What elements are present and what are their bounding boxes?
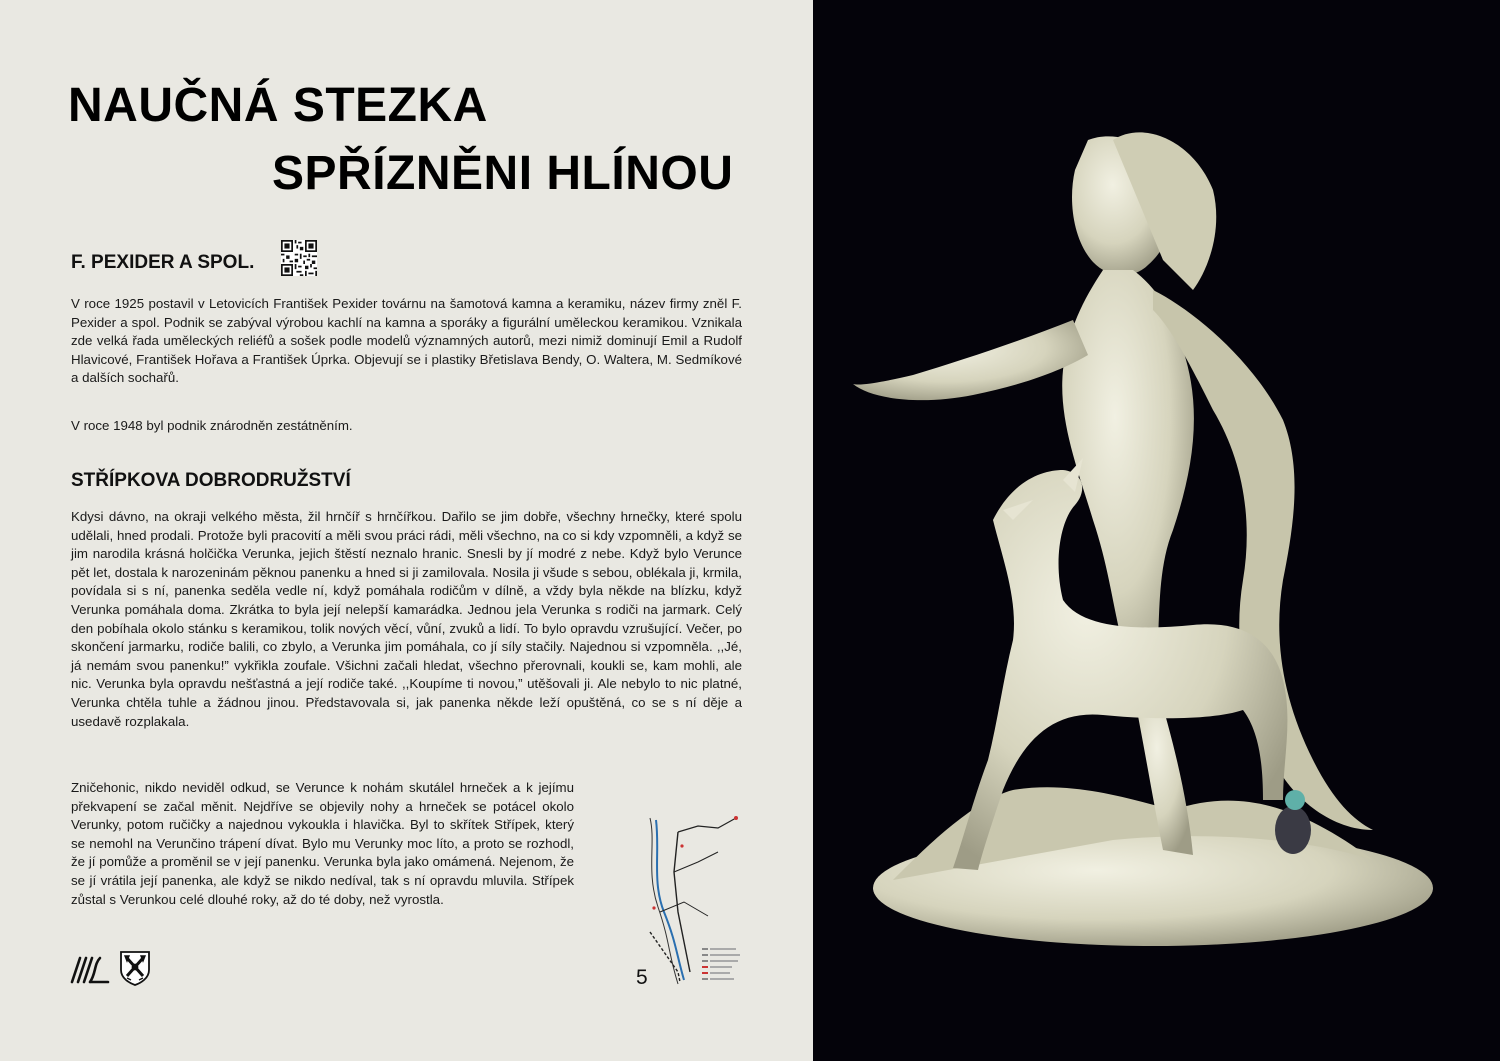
section-heading-pexider: F. PEXIDER A SPOL. xyxy=(71,252,255,273)
photo-panel xyxy=(813,0,1500,1061)
stripek-paragraph-1: Kdysi dávno, na okraji velkého města, žil hrnčíř s hrnčířkou. Dařilo se jim dobře, všechny hrnečky, které spolu udělali, hned prodali. Protože byli pracovití a měli svou práci rádi, měli všechno, na co si kdy vzpomněli, a když se jim narodila krásná holčička Verunka, jejich štěstí neznalo hranic. Snesli by jí modré z nebe. Když bylo Verunce pět let, dostala k narozeninám pěknou panenku a hned si ji zamilovala. Nosila ji všude s sebou, oblékala ji, krmila, povídala si s ní, panenka seděla vedle ní, když pomáhala rodičům v dílně, a vždy byla někde na blízku, když Verunka pomáhala doma. Zkrátka to byla její nelepší kamarádka. Jednou jela Verunka s rodiči na jarmark. Celý den pobíhala okolo stánku s keramikou, tolik nových věcí, vůní, zvuků a lidí. To bylo opravdu vzrušující. Večer, po skončení jarmarku, rodiče balili, co zbylo, a Verunka jim pomáhala, co jí síly stačily. Najednou si vzpomněla. ,,Jé, já nemám svou panenku!” vykřikla zoufale. Všichni začali hledat, všechno přerovnali, koukli se, kam mohli, ale nic. Verunka byla opravdu nešťastná a její rodiče také. ,,Koupíme ti novou,” utěšovali ji. Ale nebylo to nic platné, Verunka chtěla tuhle a žádnou jinou. Představovala si, jak panenka někde leží opuštěná, co se s ní děje a usedavě rozplakala. xyxy=(71,509,742,729)
pexider-paragraph-2: V roce 1948 byl podnik znárodněn zestátněním. xyxy=(71,418,353,433)
stripek-paragraph-2: Zničehonic, nikdo neviděl odkud, se Verunce k nohám skutálel hrneček a k jejímu překvapení se začal měnit. Nejdříve se objevily nohy a hrneček se potácel okolo Verunky, potom ručičky a najednou vykoukla i hlavička. Byl to skřítek Střípek, který se nemohl na Verunčino trápení dívat. Bylo mu Verunky moc líto, a proto se rozhodl, že jí pomůže a proměnil se v její panenku. Verunka byla jako omámená. Nejenom, že se jí vrátila její panenka, ale když se nikdo nedíval, tak s ní opravdu mluvila. Střípek zůstal s Verunkou celé dlouhé roky, až do té doby, než vyrostla. xyxy=(71,780,574,907)
town-logo-icon xyxy=(70,952,110,986)
page-title-line2: SPŘÍZNĚNI HLÍNOU xyxy=(272,147,734,200)
page-title-line1: NAUČNÁ STEZKA xyxy=(68,79,488,132)
pexider-paragraph-1: V roce 1925 postavil v Letovicích František Pexider továrnu na šamotová kamna a keramiku, název firmy zněl F. Pexider a spol. Podnik se zabýval výrobou kachlí na kamna a sporáky a figurální uměleckou keramikou. Vznikala zde velká řada uměleckých reliéfů a sošek podle modelů významných autorů, mezi nimiž dominují Emil a Rudolf Hlavicové, František Hořava a František Úprka. Objevují se i plastiky Břetislava Bendy, O. Waltera, M. Sedmíkové a dalších sochařů. xyxy=(71,296,742,386)
trail-map-icon[interactable] xyxy=(638,812,748,990)
qr-code-icon[interactable] xyxy=(281,240,317,276)
coat-of-arms-icon xyxy=(119,950,151,986)
page-number: 5 xyxy=(636,966,648,989)
statue-photo xyxy=(813,0,1500,1061)
section-heading-stripek: STŘÍPKOVA DOBRODRUŽSTVÍ xyxy=(71,470,351,491)
